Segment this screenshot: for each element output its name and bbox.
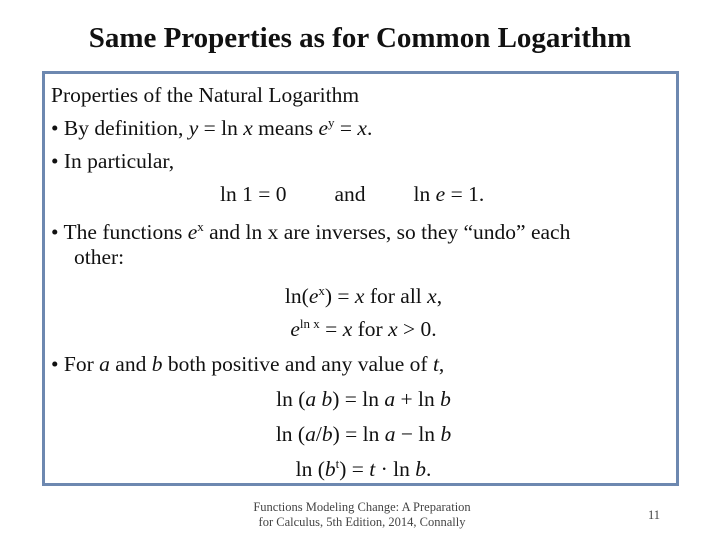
text: ln ( bbox=[295, 457, 325, 481]
text: + ln bbox=[395, 387, 441, 411]
superscript: t bbox=[335, 456, 340, 471]
var-e: e bbox=[308, 284, 319, 308]
text: ) = ln bbox=[332, 387, 385, 411]
var-x: x bbox=[427, 284, 437, 308]
var-b: b bbox=[321, 387, 333, 411]
power-rule bbox=[45, 456, 682, 482]
section-heading: Properties of the Natural Logarithm bbox=[51, 83, 360, 107]
text: for all bbox=[364, 284, 428, 308]
equation-ln1: ln 1 = 0 bbox=[220, 182, 287, 206]
text: · ln bbox=[375, 457, 416, 481]
and-word: and bbox=[334, 182, 366, 206]
var-x: x bbox=[388, 317, 398, 341]
product-rule bbox=[45, 386, 682, 412]
text: . bbox=[426, 457, 432, 481]
text: . bbox=[366, 116, 373, 140]
text: , bbox=[438, 352, 445, 376]
text: and ln x are inverses, so they “undo” each bbox=[203, 220, 571, 244]
text: for bbox=[352, 317, 389, 341]
var-b: b bbox=[440, 422, 452, 446]
text: ln ( bbox=[276, 387, 306, 411]
var-b: b bbox=[324, 457, 336, 481]
var-y: y bbox=[188, 116, 199, 140]
bullet-inverses-continuation: other: bbox=[74, 245, 125, 269]
var-a: a bbox=[384, 387, 396, 411]
text: = 1. bbox=[445, 182, 485, 206]
text: > 0. bbox=[397, 317, 437, 341]
text: and bbox=[109, 352, 152, 376]
var-b: b bbox=[151, 352, 163, 376]
var-b: b bbox=[321, 422, 333, 446]
superscript: y bbox=[328, 115, 335, 130]
footer-line-2: for Calculus, 5th Edition, 2014, Connally bbox=[258, 515, 466, 529]
inverse-identity-1 bbox=[45, 283, 682, 309]
text: − ln bbox=[395, 422, 441, 446]
var-x: x bbox=[342, 317, 353, 341]
bullet-inverses bbox=[51, 219, 570, 245]
text: • For bbox=[51, 352, 100, 376]
text: • The functions bbox=[51, 220, 188, 244]
superscript: x bbox=[318, 283, 325, 298]
var-e: e bbox=[318, 116, 329, 140]
var-b: b bbox=[415, 457, 427, 481]
bullet-log-rules bbox=[51, 351, 444, 377]
text: ln( bbox=[284, 284, 309, 308]
text: = bbox=[334, 116, 358, 140]
text: ) = ln bbox=[332, 422, 385, 446]
content-box bbox=[42, 71, 679, 486]
slide-title: Same Properties as for Common Logarithm bbox=[88, 22, 632, 54]
var-x: x bbox=[354, 284, 365, 308]
text: ln ( bbox=[275, 422, 306, 446]
text: means bbox=[252, 116, 319, 140]
var-e: e bbox=[435, 182, 446, 206]
var-a: a bbox=[99, 352, 110, 376]
particular-equations bbox=[220, 181, 484, 207]
text: both positive and any value of bbox=[162, 352, 433, 376]
var-x: x bbox=[357, 116, 367, 140]
text: ) = bbox=[324, 284, 355, 308]
text: / bbox=[315, 422, 322, 446]
superscript: x bbox=[197, 219, 204, 234]
var-e: e bbox=[187, 220, 198, 244]
superscript: ln x bbox=[299, 316, 320, 331]
text: • By definition, bbox=[51, 116, 189, 140]
var-b: b bbox=[440, 387, 451, 411]
footer-citation bbox=[232, 500, 492, 530]
var-a: a bbox=[305, 387, 317, 411]
text: = bbox=[319, 317, 343, 341]
page-number: 11 bbox=[648, 508, 661, 522]
inverse-identity-2 bbox=[45, 316, 682, 342]
bullet-particular: • In particular, bbox=[51, 149, 175, 173]
footer-line-1: Functions Modeling Change: A Preparation bbox=[253, 500, 471, 514]
var-e: e bbox=[290, 317, 300, 341]
var-x: x bbox=[243, 116, 253, 140]
text: , bbox=[436, 284, 443, 308]
text: ) = bbox=[339, 457, 370, 481]
text: ln bbox=[413, 182, 436, 206]
var-a: a bbox=[384, 422, 396, 446]
var-t: t bbox=[369, 457, 376, 481]
var-a: a bbox=[305, 422, 316, 446]
var-t: t bbox=[432, 352, 439, 376]
bullet-definition bbox=[51, 115, 372, 141]
text: = ln bbox=[198, 116, 244, 140]
quotient-rule bbox=[45, 421, 682, 447]
